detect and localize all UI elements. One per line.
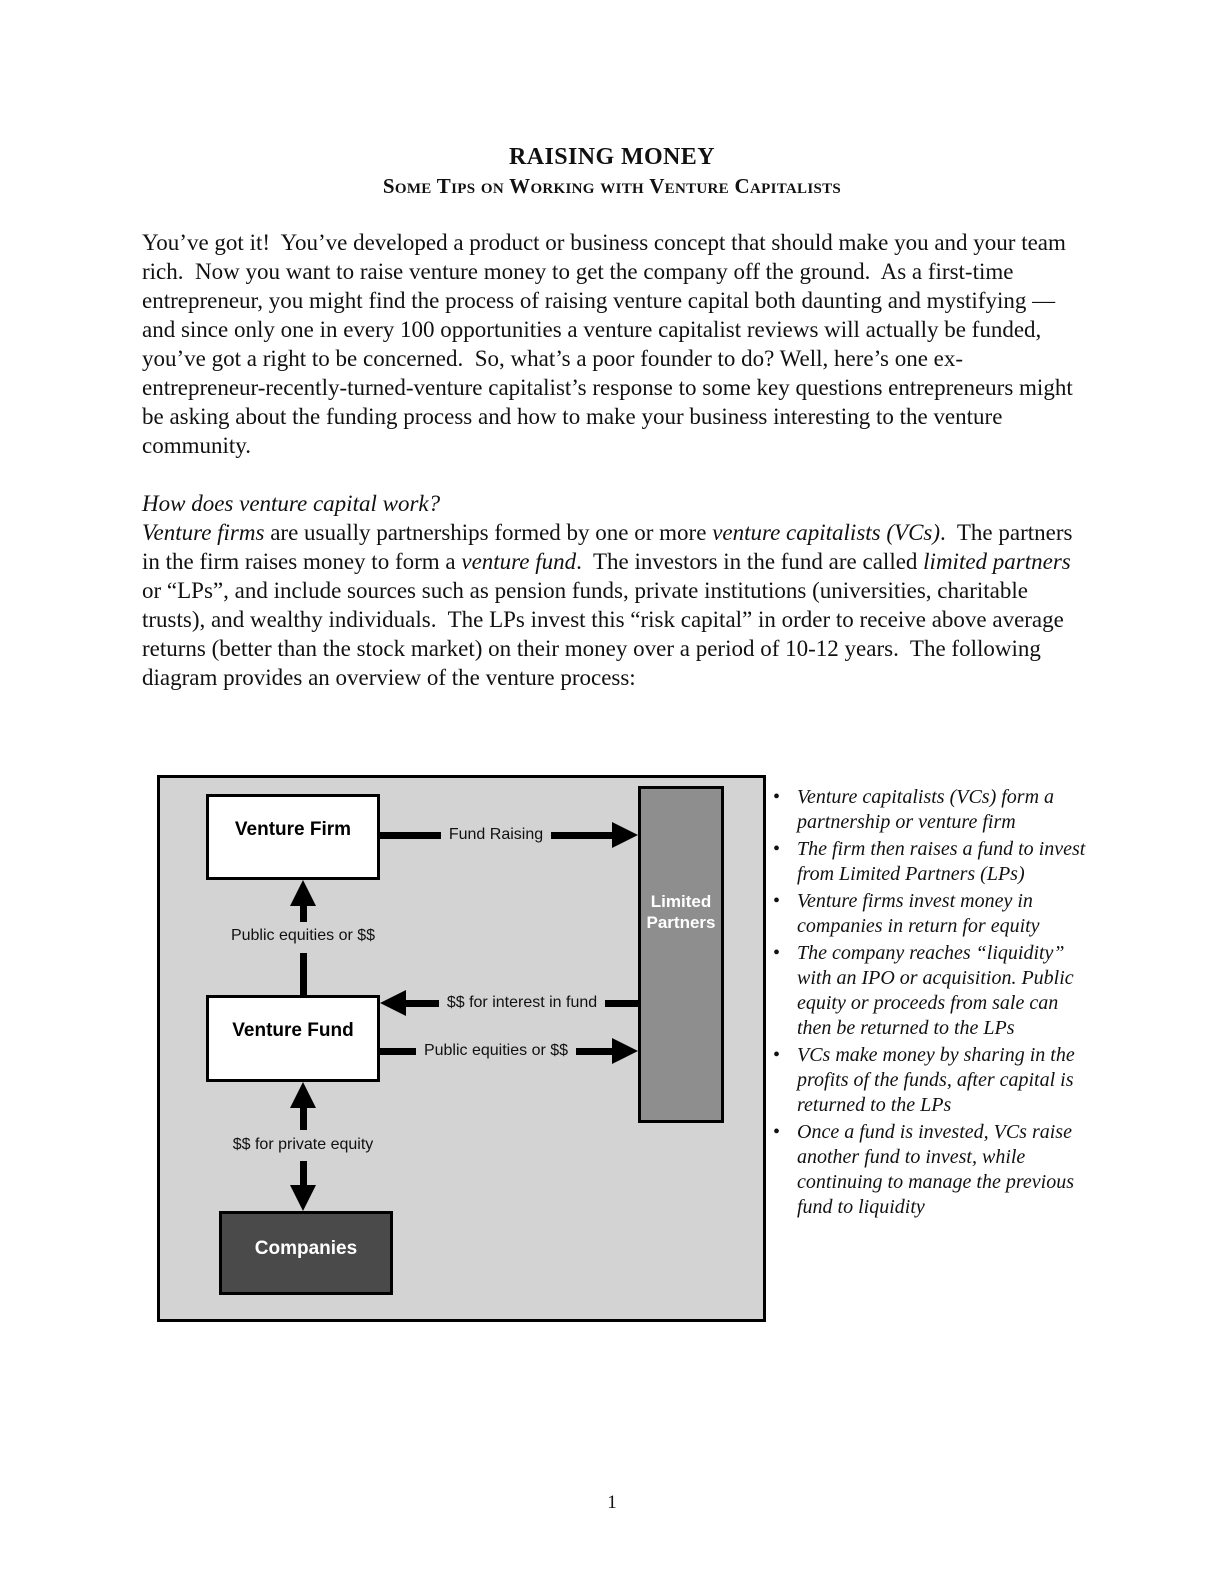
list-item: [770, 941, 1092, 1041]
bullet-marker: •: [773, 838, 781, 860]
bullet-marker: •: [773, 786, 781, 808]
paragraph-segment: or “LPs”, and include sources such as pension funds, private institutions (universities, charitable trusts), and wealthy individuals. The LPs invest this “risk capital” in order to receive above average returns (better than the stock market) on their money over a period of 10-12 years. The following diagram provides an overview of the venture process:: [142, 549, 1077, 690]
arrow-shaft: [406, 1000, 439, 1007]
arrowhead-right-icon: [612, 1038, 638, 1064]
paragraph-segment: venture fund: [461, 549, 577, 574]
arrow-shaft: [551, 832, 612, 839]
paragraph-segment: limited partners: [923, 549, 1071, 574]
paragraph-segment: . The partners in the firm raises money to form a: [142, 520, 1079, 574]
interest-in-fund-label: $$ for interest in fund: [446, 994, 598, 1011]
companies-label: Companies: [254, 1238, 358, 1259]
section-heading: How does venture capital work?: [142, 491, 441, 516]
venture-firm-label: Venture Firm: [234, 819, 352, 840]
bullet-text: VCs make money by sharing in the profits of the funds, after capital is returned to the LPs: [797, 1044, 1075, 1116]
private-equity-label: $$ for private equity: [232, 1136, 374, 1153]
list-item: [770, 1043, 1092, 1118]
bullet-text: Once a fund is invested, VCs raise another fund to invest, while continuing to manage the previous fund to liquidity: [797, 1121, 1074, 1218]
public-equities-mid-label: Public equities or $$: [423, 1042, 569, 1059]
public-equities-mid-arrow: [380, 1038, 638, 1064]
document-title: RAISING MONEY: [509, 144, 715, 170]
arrow-shaft: [300, 953, 307, 995]
paragraph-segment: Venture firms: [142, 520, 265, 545]
paragraph-segment: are usually partnerships formed by one or more: [264, 520, 713, 545]
paragraph-segment: . The investors in the fund are called: [576, 549, 924, 574]
list-item: [770, 837, 1092, 887]
list-item: [770, 1120, 1092, 1220]
bullet-marker: •: [773, 1044, 781, 1066]
bullet-list: [770, 785, 1092, 1222]
venture-fund-box: [206, 995, 380, 1082]
venture-firm-box: [206, 794, 380, 880]
arrow-shaft: [300, 1161, 307, 1187]
bullet-text: The firm then raises a fund to invest from Limited Partners (LPs): [797, 838, 1086, 885]
limited-partners-box: [638, 786, 724, 1123]
arrow-shaft: [380, 832, 441, 839]
arrow-shaft: [605, 1000, 638, 1007]
arrow-shaft: [576, 1048, 612, 1055]
bullet-marker: •: [773, 942, 781, 964]
fund-raising-label: Fund Raising: [448, 826, 544, 843]
document-header: [142, 142, 1082, 200]
venture-capital-paragraph: [142, 518, 1082, 692]
figure-row: [157, 775, 1097, 1328]
arrowhead-left-icon: [380, 990, 406, 1016]
arrowhead-up-icon: [290, 1082, 316, 1108]
interest-in-fund-arrow: [380, 990, 638, 1016]
paragraph-segment: venture capitalists (VCs): [712, 520, 941, 545]
list-item: [770, 889, 1092, 939]
public-equities-top-label: Public equities or $$: [230, 927, 376, 944]
bullet-text: Venture capitalists (VCs) form a partnership or venture firm: [797, 786, 1055, 833]
arrow-shaft: [380, 1048, 416, 1055]
arrowhead-up-icon: [290, 880, 316, 906]
venture-fund-label: Venture Fund: [232, 1020, 354, 1041]
bullet-text: Venture firms invest money in companies in return for equity: [797, 890, 1040, 937]
fund-raising-arrow: [380, 822, 638, 848]
arrowhead-right-icon: [612, 822, 638, 848]
arrow-shaft: [300, 904, 307, 922]
document-content: [0, 0, 1224, 692]
bullet-text: The company reaches “liquidity” with an IPO or acquisition. Public equity or proceeds from sale can then be returned to the LPs: [797, 942, 1074, 1039]
intro-paragraph: You’ve got it! You’ve developed a product or business concept that should make you and your team rich. Now you want to raise venture money to get the company off the ground. As a first-time entrepreneur, you might find the process of raising venture capital both daunting and mystifying —and since only one in every 100 opportunities a venture capitalist reviews will actually be funded, you’ve got a right to be concerned. So, what’s a poor founder to do? Well, here’s one ex-entrepreneur-recently-turned-venture capitalist’s response to some key questions entrepreneurs might be asking about the funding process and how to make your business interesting to the venture community.: [142, 230, 1079, 458]
limited-partners-label-line2: Partners: [646, 913, 716, 932]
document-subtitle: Some Tips on Working with Venture Capitalists: [382, 174, 842, 198]
arrowhead-down-icon: [290, 1185, 316, 1211]
companies-box: [219, 1211, 393, 1295]
venture-process-diagram: [157, 775, 766, 1322]
bullet-marker: •: [773, 1121, 781, 1143]
bullet-marker: •: [773, 890, 781, 912]
arrow-shaft: [300, 1106, 307, 1130]
page-number: 1: [607, 1492, 617, 1513]
list-item: [770, 785, 1092, 835]
limited-partners-label-line1: Limited: [650, 892, 712, 911]
